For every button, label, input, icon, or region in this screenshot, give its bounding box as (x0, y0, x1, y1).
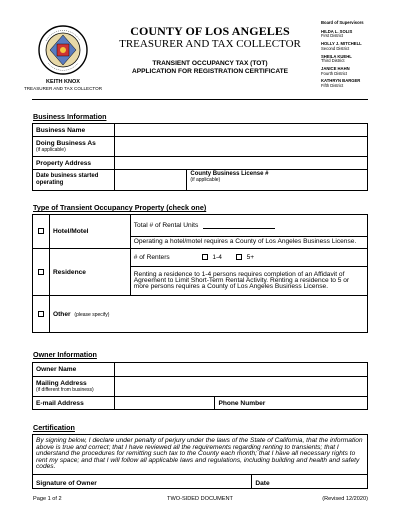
business-name-label: Business Name (33, 124, 115, 137)
board-of-supervisors (321, 21, 396, 92)
date-started-field[interactable] (114, 170, 187, 191)
mailing-address-field[interactable] (114, 377, 367, 397)
license-label (187, 170, 279, 190)
board-member-name: JANICE HAHN (321, 65, 350, 71)
form-title-line-1: TRANSIENT OCCUPANCY TAX (TOT) (152, 60, 268, 67)
owner-name-label: Owner Name (33, 363, 115, 377)
treasurer-title: TREASURER AND TAX COLLECTOR (23, 86, 103, 91)
county-name: COUNTY OF LOS ANGELES (130, 24, 290, 38)
license-cell[interactable] (187, 170, 368, 191)
business-section-title: Business Information (33, 112, 107, 121)
property-type-section-title: Type of Transient Occupancy Property (check one) (33, 203, 207, 212)
renters-row (130, 249, 367, 267)
hotel-units-label: Total # of Rental Units (133, 222, 199, 229)
board-member-name: HILDA L. SOLIS (321, 28, 353, 34)
residence-label: Residence (49, 249, 130, 296)
owner-info-table (32, 362, 368, 410)
other-sublabel: (please specify) (74, 311, 110, 318)
date-field[interactable] (252, 475, 368, 489)
renters-1-4-checkbox[interactable] (202, 254, 208, 260)
board-member-name: KATHRYN BARGER (321, 78, 361, 84)
other-checkbox[interactable] (38, 311, 44, 317)
business-name-field[interactable] (114, 124, 367, 137)
certification-table (32, 434, 368, 489)
office-name: TREASURER AND TAX COLLECTOR (119, 38, 301, 50)
hotel-units-row[interactable] (130, 215, 367, 237)
residence-note: Renting a residence to 1-4 persons requires completion of an Affidavit of Agreement to Limit Short-Term Rental Activity. Renting a residence to 5 or more persons requires a County of Los Angeles Business License. (130, 267, 367, 296)
email-field[interactable] (114, 397, 215, 410)
board-heading: Board of Supervisors (321, 20, 364, 25)
property-address-field[interactable] (114, 157, 367, 170)
mailing-address-sublabel: (if different from business) (36, 387, 94, 393)
residence-checkbox[interactable] (38, 269, 44, 275)
residence-checkbox-cell[interactable] (33, 249, 50, 296)
renters-5plus-checkbox[interactable] (236, 254, 242, 260)
header-divider (32, 99, 368, 100)
license-sublabel: (if applicable) (190, 177, 221, 183)
mailing-address-label (33, 377, 115, 397)
hotel-checkbox-cell[interactable] (33, 215, 50, 249)
hotel-units-input[interactable] (203, 228, 275, 229)
board-member-district: Fifth District (321, 83, 344, 89)
form-title-line-2: APPLICATION FOR REGISTRATION CERTIFICATE (131, 68, 289, 75)
owner-name-field[interactable] (114, 363, 367, 377)
dba-sublabel: (if applicable) (36, 147, 66, 153)
renters-1-4-label: 1-4 (212, 254, 222, 261)
certification-text: By signing below, I declare under penalty of perjury under the laws of the State of California, that the information above is true and correct; that I have reviewed all the requirements regarding renting to transients; that I understand the procedures for remitting such tax to the County each month; that I have all necessary rights to rent my space; and that I will follow all applicable laws and regulations, including building and health and safety codes. (33, 435, 368, 475)
property-address-label: Property Address (33, 157, 115, 170)
board-member-district: Fourth District (321, 70, 348, 76)
mailing-address-label-text: Mailing Address (36, 380, 87, 387)
certification-section-title: Certification (33, 423, 75, 432)
two-sided-note: TWO-SIDED DOCUMENT (167, 496, 233, 502)
dba-label (33, 137, 115, 157)
renters-5plus-label: 5+ (246, 254, 255, 261)
business-info-table (32, 123, 368, 191)
treasurer-name: KEITH KNOX (46, 79, 80, 85)
phone-label[interactable]: Phone Number (215, 397, 368, 410)
dba-label-text: Doing Business As (36, 140, 96, 147)
other-row[interactable] (49, 296, 367, 333)
other-checkbox-cell[interactable] (33, 296, 50, 333)
owner-section-title: Owner Information (33, 350, 97, 359)
hotel-checkbox[interactable] (38, 228, 44, 234)
board-member-district: Second District (321, 45, 350, 51)
signature-label: Signature of Owner (36, 480, 97, 487)
board-member-district: Third District (321, 58, 345, 64)
board-member-name: SHEILA KUEHL (321, 53, 352, 59)
board-member-name: HOLLY J. MITCHELL (321, 41, 362, 47)
page-number: Page 1 of 2 (33, 496, 62, 502)
other-label: Other (52, 310, 71, 318)
license-label-text: County Business License # (190, 171, 269, 177)
board-member-district: First District (321, 33, 344, 39)
property-type-table (32, 214, 368, 333)
hotel-note: Operating a hotel/motel requires a County of Los Angeles Business License. (130, 237, 367, 249)
date-started-label: Date business started operating (33, 170, 115, 191)
date-label: Date (255, 480, 270, 487)
form-title (105, 60, 315, 76)
license-field[interactable] (279, 170, 367, 190)
email-label: E-mail Address (33, 397, 115, 410)
signature-field[interactable] (33, 475, 252, 489)
county-seal-logo (38, 25, 88, 75)
hotel-label: Hotel/Motel (49, 215, 130, 249)
dba-field[interactable] (114, 137, 367, 157)
revision-date: (Revised 12/2020) (322, 496, 368, 502)
renters-label: # of Renters (133, 254, 170, 261)
